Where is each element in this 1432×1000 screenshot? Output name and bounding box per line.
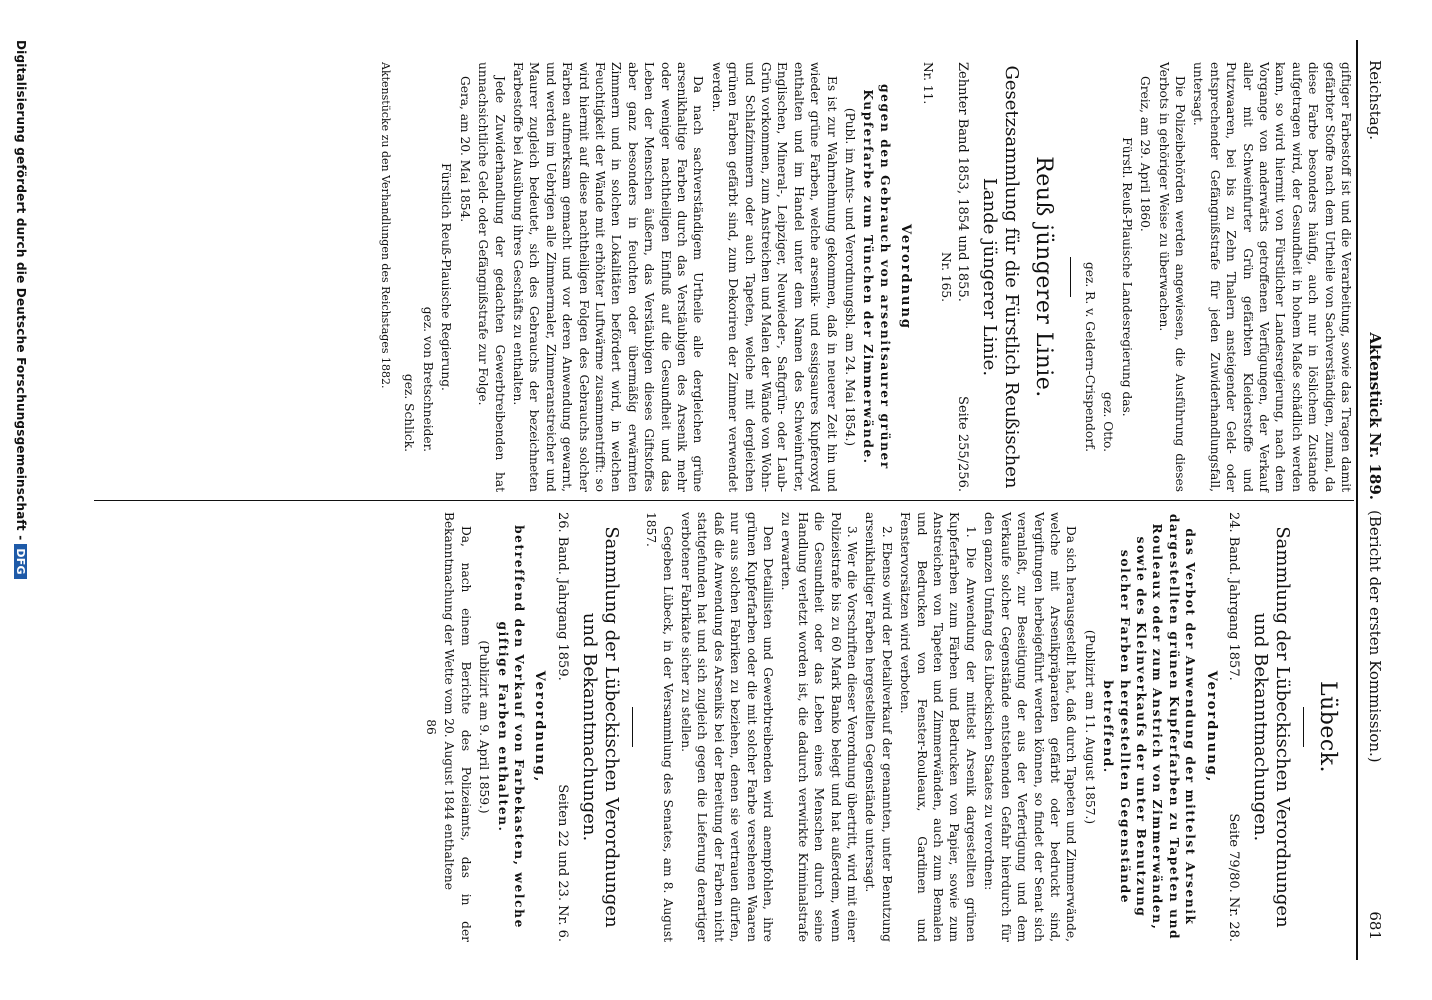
publication-note: (Publ. im Amts- und Verordnungsbl. am 24. Mai 1854.) (843, 107, 858, 447)
column-divider (94, 500, 1354, 501)
reference-volume: Zehnter Band 1853, 1854 und 1855. (955, 62, 971, 302)
paragraph: Die Polizeibehörden werden angewiesen, die Ausführung dieses Verbots in gehöriger Weise zu überwachen. (1156, 62, 1187, 492)
credit-text: Digitalisierung gefördert durch die Deutsche Forschungsgemeinschaft - (14, 40, 28, 541)
ordinance-number: Nr. 11. (920, 62, 935, 105)
header-reichstag: Reichstag. (1366, 60, 1384, 141)
sheet-number: 86 (423, 719, 438, 735)
header-right (1358, 510, 1392, 940)
section-heading: Reuß jüngerer Linie. (1031, 156, 1057, 398)
header-aktenstueck: Aktenstück Nr. 189. (1366, 332, 1384, 500)
ordinance-title: das Verbot der Anwendung der mittelst Arsenik dargestellten grünen Kupferfarben zu Tapeten und Rouleaux oder zum Anstrich von Zimmerwänden, sowie des Kleinverkaufs der unter Benutzung solcher Farben hergestellten Gegenstände betreffend. (1101, 513, 1198, 941)
ordinance-label: Verordnung, (532, 670, 548, 784)
publication-note: (Publizirt am 11. August 1857.) (1082, 629, 1097, 825)
header-kommission: (Bericht der ersten Kommission.) (1366, 510, 1384, 763)
header-rule (1356, 40, 1358, 960)
section-divider (632, 707, 633, 747)
reference-volume: 26. Band. Jahrgang 1859. (554, 512, 570, 681)
ordinance-title: betreffend den Verkauf von Farbekasten, welche giftige Farben enthalten. (495, 525, 526, 929)
section-divider (1303, 707, 1304, 747)
paragraph: Da nach sachverständigem Urtheile alle dergleichen grüne arsenikhaltige Farben durch das Verstäubigen des Arsenik mehr oder weniger nachtheiligen Einfluß auf die Gesundheit und das Leben der Menschen äußern, das Verstäubigen dieses Giftstoffes aber ganz besonders in feuchten oder übermäßig erwärmten Zimmern und in solchen Lokalitäten befördert wird, in welchen Feuchtigkeit der Wände mit erhöhter Luftwärme zusammentrifft: so wird hiermit auf diese nachtheiligen Folgen des Gebrauchs solcher Farben aufmerksam gemacht und vor deren Anwendung gewarnt, und werden im Uebrigen alle Zimmermaler, Zimmeranstreicher und Maurer zugleich bedeutet, sich des Gebrauchs der bezeichneten Farbestoffe bei Ausübung ihres Geschäfts zu enthalten. (510, 62, 706, 492)
section-divider (1071, 257, 1072, 297)
paragraph: Den Detaillisten und Gewerbtreibenden wird anempfohlen, ihre grünen Kupferfarben oder die mit solcher Farbe versehenen Waaren nur aus solchen Fabriken zu beziehen, denen sie vertrauen dürfen, daß die Anwendung des Arseniks bei der Bereitung der Farben nicht stattgefunden hat und sich zugleich gegen die Lieferung derartiger verbotener Fabrikate sicher zu stellen. (679, 512, 776, 942)
ordinance-label: Verordnung (898, 223, 914, 331)
reference-line (1225, 512, 1241, 942)
collection-title: Sammlung der Lübeckischen Verordnungen und Bekanntmachungen. (578, 526, 622, 928)
paragraph: Da, nach einem Berichte des Polizeiamts, das in der Bekanntmachung der Wette vom 20. August 1844 enthaltene (442, 512, 473, 942)
date-line: Gera, am 20. Mai 1854. (457, 76, 472, 223)
paragraph: giftiger Farbestoff ist und die Verarbeitung, sowie das Tragen damit gefärbter Stoffe nach dem Urtheile von Sachverständigen, zumal, da diese Farbe besonders häufig, auch nur in löslichem Zustande aufgetragen wird, der Gesundheit in hohem Maße schädlich werden kann, so wird hiermit von Fürstlicher Landesregierung, nach dem Vorgange von anderwärts getroffenen Verfügungen, der Verkauf aller mit Schweinfurter Grün gefärbten Kleiderstoffe und Putzwaaren, bei bis zu Zehn Thalern ansteigender Geld- oder entsprechender Gefängnißstrafe für jeden Zuwiderhandlungsfall, untersagt. (1191, 62, 1353, 492)
paragraph: Jede Zuwiderhandlung der gedachten Gewerbtreibenden hat unnachsichtliche Geld- oder Gefängnißstrafe zur Folge. (476, 62, 507, 492)
dfg-logo: DFG (14, 544, 27, 578)
date-line: Greiz, am 29. April 1860. (1138, 76, 1153, 232)
paragraph: 3. Wer die Vorschriften dieser Verordnung übertritt, wird mit einer Polizeistrafe bis zu 60 Mark Banko belegt und hat außerdem, wenn die Gesundheit oder das Leben eines Menschen durch seine Handlung verletzt worden ist, die dadurch verwirkte Kriminalstrafe zu erwarten. (779, 512, 860, 942)
given-line: Gegeben Lübeck, in der Versammlung des Senates, am 8. August 1857. (644, 512, 675, 942)
authority-line: Fürstl. Reuß-Plauische Landesregierung das. (1119, 137, 1134, 417)
authority-line: Fürstlich Reuß-Plauische Regierung. (439, 163, 454, 391)
signature: gez. Otto. (1101, 392, 1116, 452)
reference-line (954, 62, 970, 492)
footnote: Aktenstücke zu den Verhandlungen des Reichstages 1882. (379, 62, 393, 389)
signature: gez. R. v. Geldern-Crispendorf. (1082, 261, 1097, 452)
paragraph: Es ist zur Wahrnehmung gekommen, daß in neuerer Zeit hin und wieder grüne Farben, welche arsenik- und essigsaures Kupferoxyd enthalten und im Handel unter dem Namen des Schweinfurter, Englischen, Mineral-, Leipziger, Neuwieder-, Saftgrün- oder Laub-Grün vorkommen, zum Anstreichen und Malen der Wände von Wohn- und Schlafzimmern oder auch Tapeten, welche mit dergleichen grünen Farben gefärbt sind, zum Dekoriren der Zimmer verwendet werden. (709, 62, 839, 492)
ordinance-title: gegen den Gebrauch von arsenitsaurer grüner Kupferfarbe zum Tünchen der Zimmerwände. (861, 84, 892, 470)
page-number: 681 (1366, 911, 1384, 940)
reference-page: Seite 255/256. (955, 396, 971, 492)
publication-note: (Publizirt am 9. April 1859.) (477, 640, 492, 814)
signature: gez. von Bretschneider. (420, 306, 435, 452)
reference-page: Seite 79/80. Nr. 28. (1226, 813, 1241, 942)
reference-page: Seiten 22 und 23. Nr. 6. (554, 784, 570, 942)
header-left (1358, 60, 1392, 500)
collection-title: Sammlung der Lübeckischen Verordnungen und Bekanntmachungen. (1250, 526, 1293, 928)
ordinance-label: Verordnung, (1203, 670, 1219, 784)
paragraph: 1. Die Anwendung der mittelst Arsenik dargestellten grünen Kupferfarben zum Färben und Bedrucken von Papier, sowie zum Anstreichen von Tapeten und Zimmerwänden, auch zum Bemalen und Bedrucken von Fenster-Rouleaux, Gardinen und Fenstervorsätzen wird verboten. (898, 512, 978, 942)
section-heading: Lübeck. (1315, 680, 1340, 774)
digitization-credit (14, 40, 28, 940)
reference-line (553, 512, 569, 942)
right-column (421, 512, 1354, 942)
reference-number: Nr. 165. (939, 251, 954, 303)
reference-volume: 24. Band. Jahrgang 1857. (1226, 512, 1241, 681)
left-column (375, 62, 1354, 492)
collection-title: Gesetzsammlung für die Fürstlich Reußischen Lande jüngerer Linie. (979, 65, 1023, 489)
paragraph: Da sich herausgestellt hat, daß durch Tapeten und Zimmerwände, welche mit Arsenikpräparaten gefärbt oder bedruckt sind, Vergiftungen herbeigeführt werden können, so findet der Senat sich veranlaßt, zur Beseitigung der aus der Verfertigung und dem Verkaufe solcher Gegenstände entstehenden Gefahr hierdurch für den ganzen Umfang des Lübeckischen Staates zu verordnen: (982, 512, 1079, 942)
signature: gez. Schlick. (402, 373, 417, 452)
paragraph: 2. Ebenso wird der Detailverkauf der genannten, unter Benutzung arsenikhaltiger Farben hergestellten Gegenstände untersagt. (863, 512, 894, 942)
